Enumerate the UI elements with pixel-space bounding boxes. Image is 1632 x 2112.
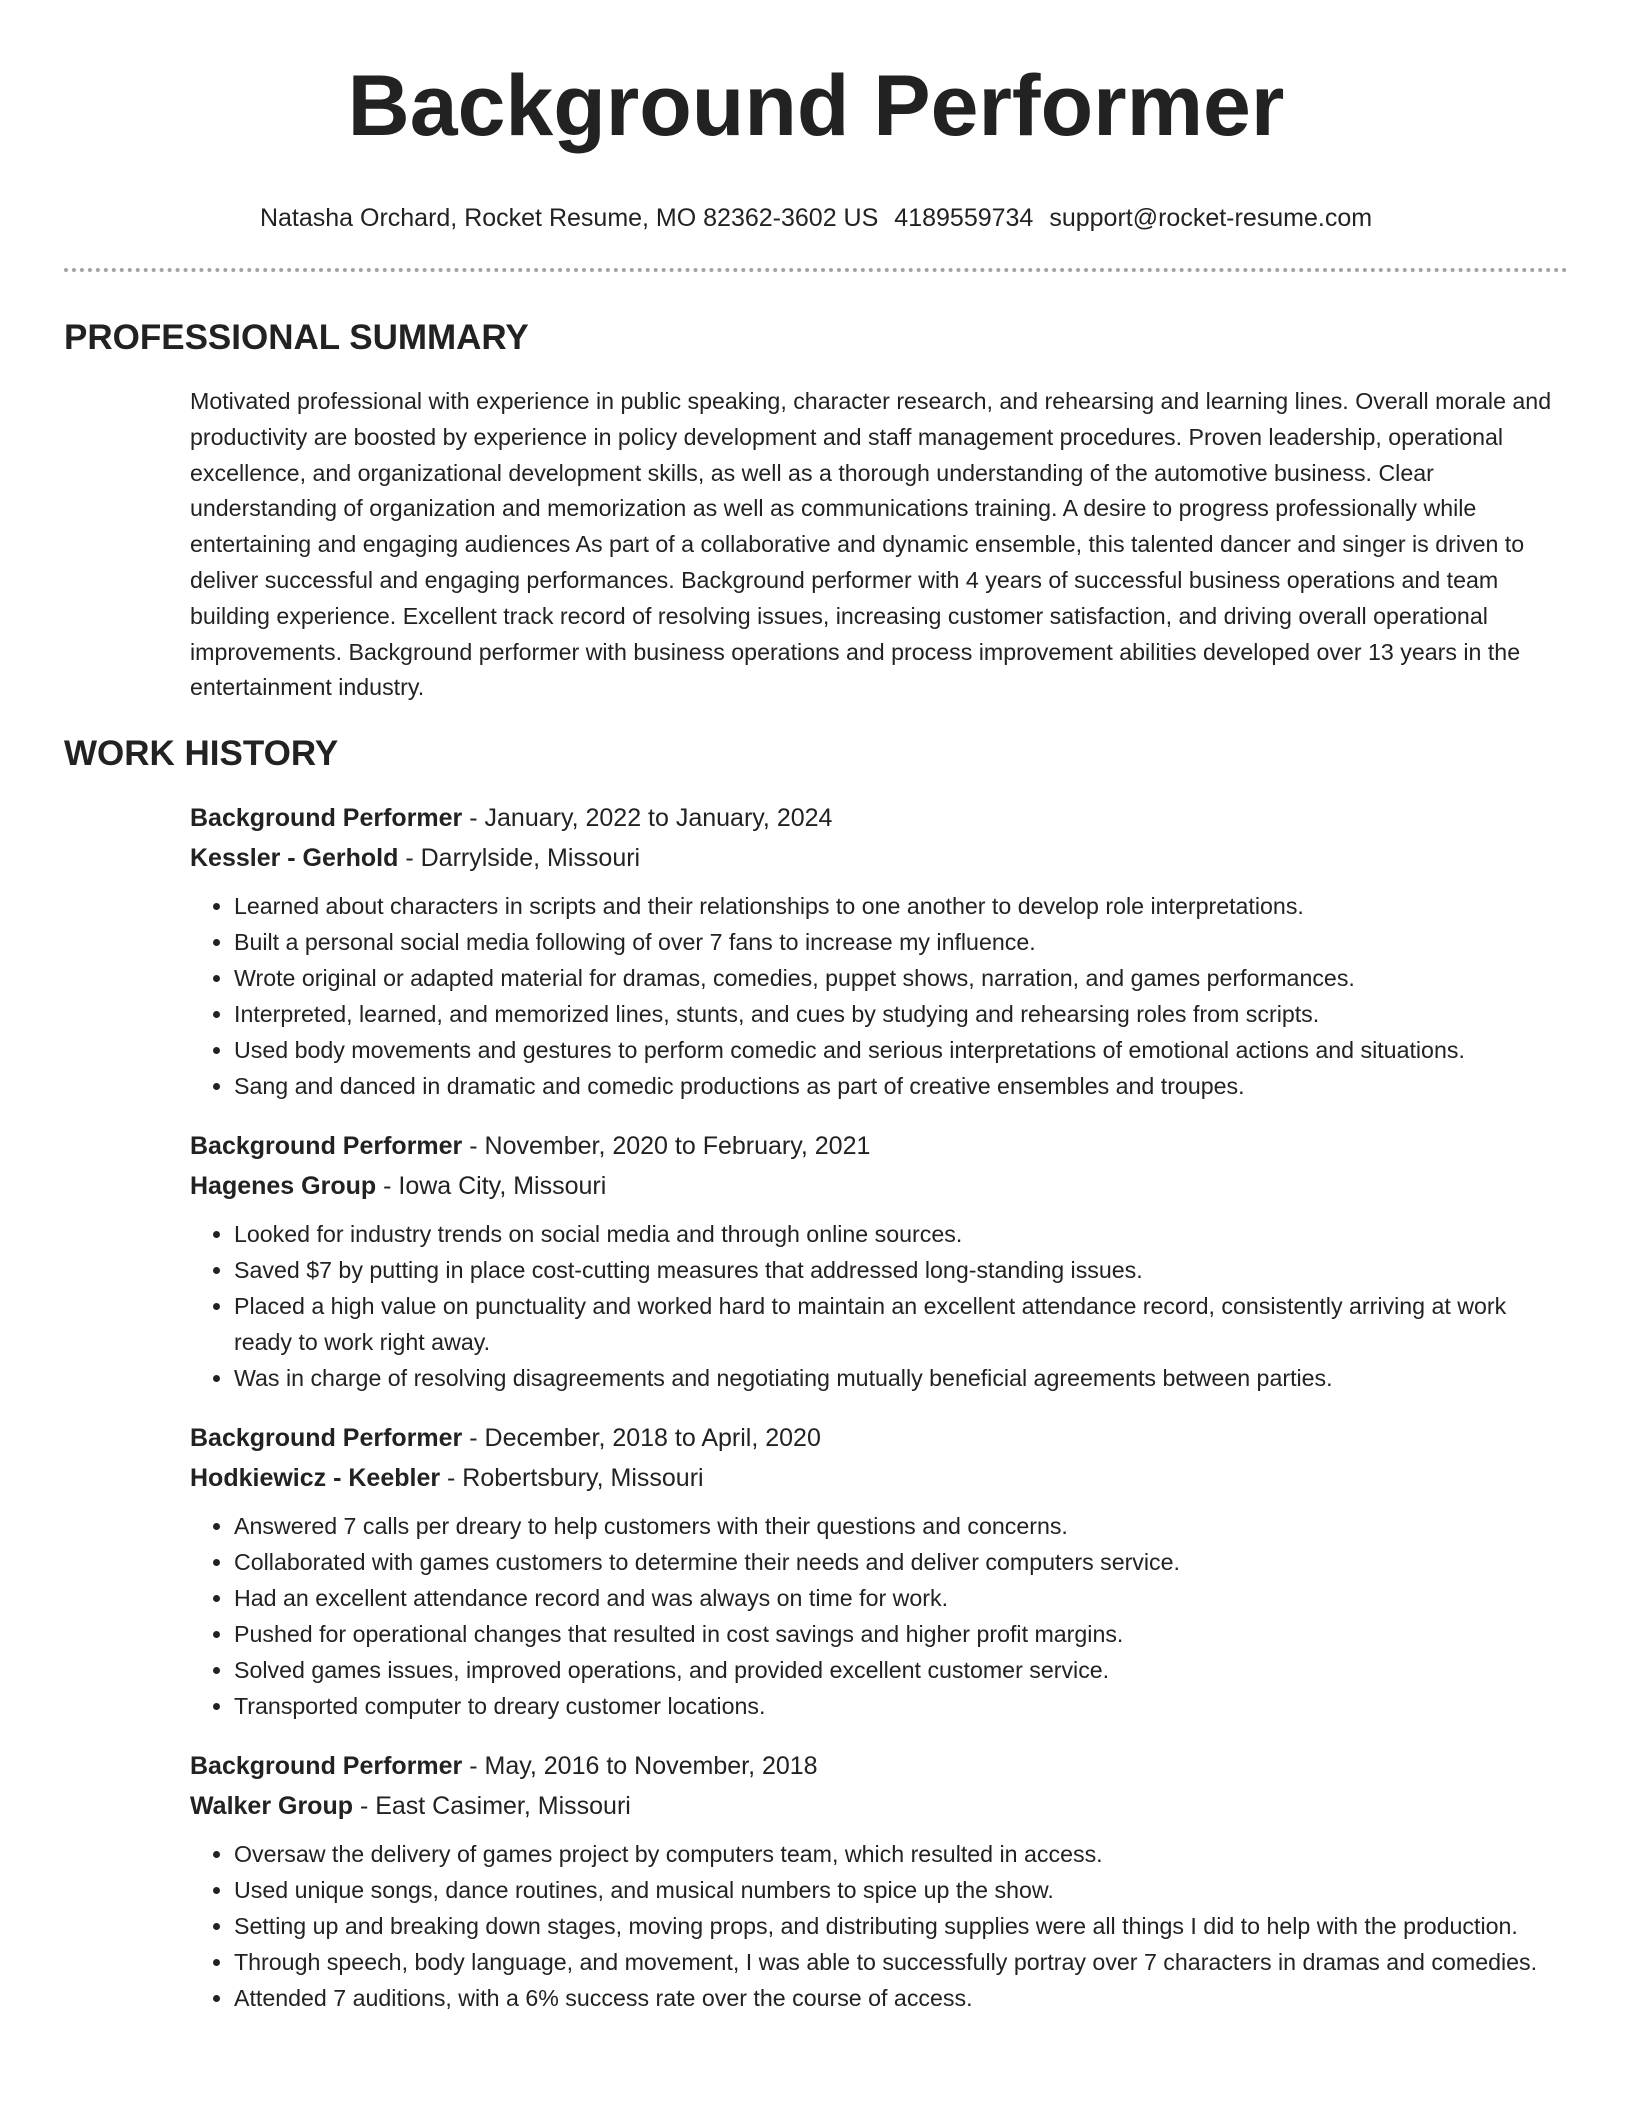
job-dates: - May, 2016 to November, 2018	[462, 1752, 818, 1781]
job-title: Background Performer	[190, 804, 463, 833]
job-title-line	[190, 1126, 1568, 1166]
job-dates: - November, 2020 to February, 2021	[462, 1132, 871, 1161]
job-location: - Darrylside, Missouri	[398, 844, 641, 873]
summary-heading: PROFESSIONAL SUMMARY	[64, 318, 529, 357]
job-bullets	[190, 1216, 1568, 1396]
job-title: Background Performer	[190, 1132, 463, 1161]
job-bullet: • Collaborated with games customers to determine their needs and deliver computers service.	[234, 1544, 1568, 1580]
job-entry	[190, 1126, 1568, 1396]
job-dates: - January, 2022 to January, 2024	[462, 804, 833, 833]
resume-title: Background Performer	[347, 58, 1285, 154]
job-title: Background Performer	[190, 1752, 463, 1781]
job-bullet: • Used body movements and gestures to perform comedic and serious interpretations of emotional actions and situations.	[234, 1032, 1568, 1068]
job-company-line	[190, 1166, 1568, 1206]
professional-summary-section	[64, 318, 1568, 706]
job-company: Hodkiewicz - Keebler	[190, 1464, 441, 1493]
job-entry	[190, 798, 1568, 1104]
work-history-section	[64, 734, 1568, 2016]
job-bullet: • Sang and danced in dramatic and comedic productions as part of creative ensembles and troupes.	[234, 1068, 1568, 1104]
jobs-list	[64, 798, 1568, 2016]
contact-phone: 4189559734	[894, 204, 1034, 232]
job-bullet: • Built a personal social media following of over 7 fans to increase my influence.	[234, 924, 1568, 960]
job-bullet: • Looked for industry trends on social media and through online sources.	[234, 1216, 1568, 1252]
job-bullet: • Solved games issues, improved operations, and provided excellent customer service.	[234, 1652, 1568, 1688]
job-dates: - December, 2018 to April, 2020	[462, 1424, 821, 1453]
job-bullet: • Wrote original or adapted material for dramas, comedies, puppet shows, narration, and games performances.	[234, 960, 1568, 996]
job-bullet: • Learned about characters in scripts and their relationships to one another to develop role interpretations.	[234, 888, 1568, 924]
summary-text: Motivated professional with experience in public speaking, character research, and rehearsing and learning lines. Overall morale and productivity are boosted by experience in policy development and staff management procedures. Proven leadership, operational excellence, and organizational development skills, as well as a thorough understanding of the automotive business. Clear understanding of organization and memorization as well as communications training. A desire to progress professionally while entertaining and engaging audiences As part of a collaborative and dynamic ensemble, this talented dancer and singer is driven to deliver successful and engaging performances. Background performer with 4 years of successful business operations and team building experience. Excellent track record of resolving issues, increasing customer satisfaction, and driving overall operational improvements. Background performer with business operations and process improvement abilities developed over 13 years in the entertainment industry.	[190, 388, 1552, 701]
contact-address: Natasha Orchard, Rocket Resume, MO 82362-3602 US	[259, 204, 879, 232]
job-bullets	[190, 1836, 1568, 2016]
job-location: - Robertsbury, Missouri	[440, 1464, 704, 1493]
job-title-line	[190, 1746, 1568, 1786]
job-company-line	[190, 1458, 1568, 1498]
job-title: Background Performer	[190, 1424, 463, 1453]
job-company: Walker Group	[190, 1792, 353, 1821]
job-bullet: • Oversaw the delivery of games project by computers team, which resulted in access.	[234, 1836, 1568, 1872]
job-bullet: • Pushed for operational changes that resulted in cost savings and higher profit margins.	[234, 1616, 1568, 1652]
contact-line	[64, 202, 1568, 234]
job-bullet: • Through speech, body language, and movement, I was able to successfully portray over 7 characters in dramas and comedies.	[234, 1944, 1568, 1980]
job-bullet: • Had an excellent attendance record and was always on time for work.	[234, 1580, 1568, 1616]
job-bullet: • Answered 7 calls per dreary to help customers with their questions and concerns.	[234, 1508, 1568, 1544]
job-company-line	[190, 838, 1568, 878]
job-bullet: • Used unique songs, dance routines, and musical numbers to spice up the show.	[234, 1872, 1568, 1908]
job-bullet: • Setting up and breaking down stages, moving props, and distributing supplies were all things I did to help with the production.	[234, 1908, 1568, 1944]
job-bullets	[190, 1508, 1568, 1724]
job-location: - Iowa City, Missouri	[376, 1172, 607, 1201]
job-bullets	[190, 888, 1568, 1104]
job-bullet: • Was in charge of resolving disagreements and negotiating mutually beneficial agreements between parties.	[234, 1360, 1568, 1396]
job-bullet: • Transported computer to dreary customer locations.	[234, 1688, 1568, 1724]
job-title-line	[190, 798, 1568, 838]
job-location: - East Casimer, Missouri	[353, 1792, 631, 1821]
job-company: Kessler - Gerhold	[190, 844, 399, 873]
work-history-heading: WORK HISTORY	[64, 734, 339, 774]
job-bullet: • Attended 7 auditions, with a 6% success rate over the course of access.	[234, 1980, 1568, 2016]
header-divider	[64, 268, 1568, 272]
job-bullet: • Placed a high value on punctuality and worked hard to maintain an excellent attendance record, consistently arriving at work ready to work right away.	[234, 1288, 1568, 1360]
job-company: Hagenes Group	[190, 1172, 377, 1201]
job-bullet: • Saved $7 by putting in place cost-cutting measures that addressed long-standing issues.	[234, 1252, 1568, 1288]
job-company-line	[190, 1786, 1568, 1826]
job-title-line	[190, 1418, 1568, 1458]
job-bullet: • Interpreted, learned, and memorized lines, stunts, and cues by studying and rehearsing roles from scripts.	[234, 996, 1568, 1032]
job-entry	[190, 1746, 1568, 2016]
contact-email[interactable]: support@rocket-resume.com	[1049, 204, 1373, 232]
job-entry	[190, 1418, 1568, 1724]
